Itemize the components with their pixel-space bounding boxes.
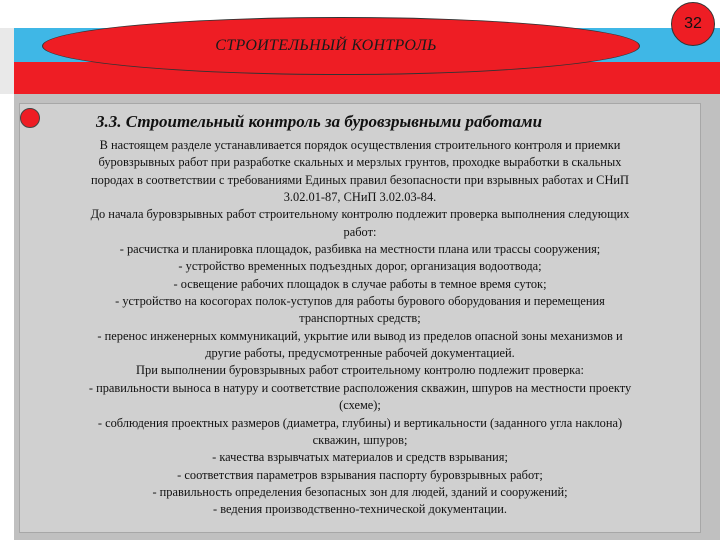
page-number-badge: 32: [671, 2, 715, 46]
text-line: 3.02.01-87, СНиП 3.02.03-84.: [283, 190, 437, 205]
slide-title: СТРОИТЕЛЬНЫЙ КОНТРОЛЬ: [215, 37, 437, 54]
text-line: - соответствия параметров взрывания паспорту буровзрывных работ;: [177, 467, 543, 482]
text-line: - расчистка и планировка площадок, разбивка на местности плана или трассы сооружения;: [119, 242, 601, 257]
text-line: породах в соответствии с требованиями Единых правил безопасности при взрывных работах и СНиП: [91, 172, 629, 187]
text-line: - соблюдения проектных размеров (диаметра, глубины) и вертикальности (заданного угла наклона): [97, 415, 623, 430]
text-line: - правильность определения безопасных зон для людей, зданий и сооружений;: [152, 484, 568, 499]
text-line: До начала буровзрывных работ строительному контролю подлежит проверка выполнения следующих: [90, 207, 630, 222]
text-line: При выполнении буровзрывных работ строительному контролю подлежит проверка:: [136, 363, 584, 378]
text-line: - правильности выноса в натуру и соответствие расположения скважин, шпуров на местности проекту: [88, 380, 632, 395]
text-line: работ:: [343, 224, 377, 239]
section-heading: 3.3. Строительный контроль за буровзрывными работами: [96, 112, 543, 131]
text-line: буровзрывных работ при разработке скальных и мерзлых грунтов, проходке выработки в скальных: [98, 155, 622, 170]
text-line: (схеме);: [339, 398, 381, 413]
body-text: [24, 137, 696, 519]
text-line: - устройство временных подъездных дорог, организация водоотвода;: [178, 259, 542, 274]
text-line: скважин, шпуров;: [312, 432, 408, 447]
text-line: - ведения производственно-технической документации.: [213, 502, 507, 517]
text-line: В настоящем разделе устанавливается порядок осуществления строительного контроля и приемки: [99, 138, 621, 152]
text-line: - перенос инженерных коммуникаций, укрытие или вывод из пределов опасной зоны механизмов и: [97, 328, 623, 343]
title-ellipse: [42, 17, 640, 75]
text-line: транспортных средств;: [299, 311, 421, 326]
text-line: - качества взрывчатых материалов и средств взрывания;: [212, 450, 508, 465]
text-line: другие работы, предусмотренные рабочей документацией.: [205, 346, 515, 361]
red-bullet-icon: [20, 108, 40, 128]
text-line: - устройство на косогорах полок-уступов для работы бурового оборудования и перемещения: [115, 294, 605, 309]
header-left-edge: [0, 28, 14, 94]
text-line: - освещение рабочих площадок в случае работы в темное время суток;: [173, 276, 547, 291]
